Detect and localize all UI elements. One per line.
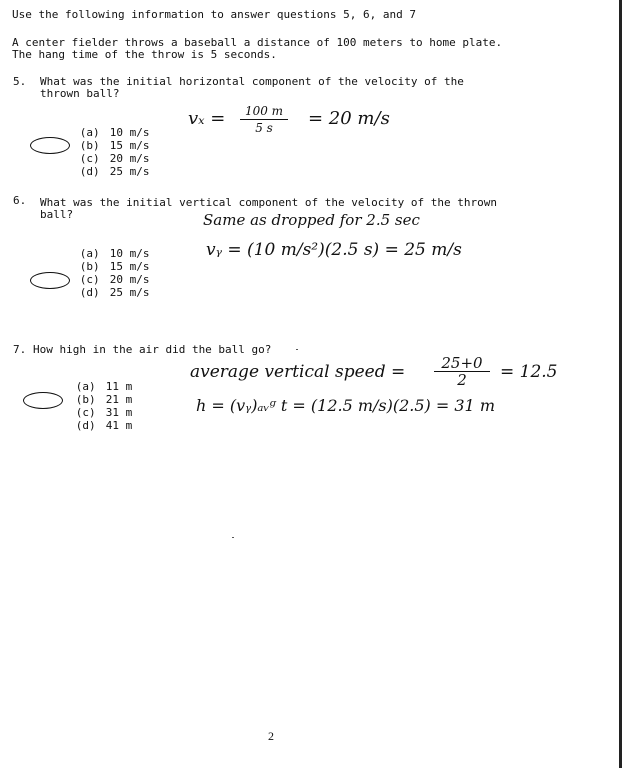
choice-value: 10 m/s [109,125,150,139]
fraction-numerator: 100 m [244,104,284,118]
choice-letter: (b) [79,138,100,152]
choice-letter: (a) [75,379,96,393]
question-5-choice-d[interactable] [40,153,150,191]
fraction-denominator: 2 [457,371,467,389]
choice-letter: (c) [75,405,96,419]
choice-letter: (d) [75,418,96,432]
question-7-number: 7. [13,343,27,356]
handwritten-vx-label: vₓ = [188,108,226,129]
question-6-text-line-1: What was the initial vertical component of the velocity of the thrown [40,196,497,209]
page-number: 2 [268,729,274,743]
choice-letter: (a) [79,246,100,260]
question-7-text-line-1: How high in the air did the ball go? [33,343,272,356]
question-6-number: 6. [13,194,27,207]
choice-value: 21 m [105,392,133,406]
choice-value: 10 m/s [109,246,150,260]
choice-letter: (b) [75,392,96,406]
choice-value: 31 m [105,405,133,419]
question-7-choice-d[interactable] [36,407,132,445]
handwritten-q5-result: = 20 m/s [308,108,390,129]
choice-letter: (c) [79,151,100,165]
handwritten-q7-average-result: = 12.5 [500,362,558,382]
answer-circle-mark [30,272,70,289]
question-6-text-line-2: ball? [40,208,74,221]
choice-letter: (d) [79,285,100,299]
fraction-bar [240,119,288,120]
choice-letter: (c) [79,272,100,286]
answer-circle-mark [23,392,63,409]
choice-value: 41 m [105,418,133,432]
scan-speck [232,537,234,538]
choice-value: 15 m/s [109,259,150,273]
choice-value: 25 m/s [109,164,150,178]
instructions-text: Use the following information to answer questions 5, 6, and 7 [12,8,416,21]
choice-value: 15 m/s [109,138,150,152]
context-line-1: A center fielder throws a baseball a distance of 100 meters to home plate. [12,36,503,49]
question-5-number: 5. [13,75,27,88]
handwritten-fraction-q7 [434,356,490,387]
fraction-numerator: 25+0 [441,354,483,372]
question-5-text-line-2: thrown ball? [40,87,120,100]
handwritten-q6-equation: vᵧ = (10 m/s²)(2.5 s) = 25 m/s [206,240,462,260]
question-5-text-line-1: What was the initial horizontal component of the velocity of the [40,75,464,88]
handwritten-fraction-q5 [240,104,288,135]
scan-speck [296,349,298,350]
choice-value: 20 m/s [109,272,150,286]
fraction-denominator: 5 s [255,121,273,135]
handwritten-q6-note: Same as dropped for 2.5 sec [203,211,420,229]
choice-value: 11 m [105,379,133,393]
choice-value: 25 m/s [109,285,150,299]
context-line-2: The hang time of the throw is 5 seconds. [12,48,277,61]
choice-letter: (b) [79,259,100,273]
choice-letter: (a) [79,125,100,139]
handwritten-q7-average-label: average vertical speed = [190,362,406,382]
handwritten-q7-height-equation: h = (vᵧ)ₐᵥᵍ t = (12.5 m/s)(2.5) = 31 m [196,396,495,415]
answer-circle-mark [30,137,70,154]
choice-value: 20 m/s [109,151,150,165]
choice-letter: (d) [79,164,100,178]
